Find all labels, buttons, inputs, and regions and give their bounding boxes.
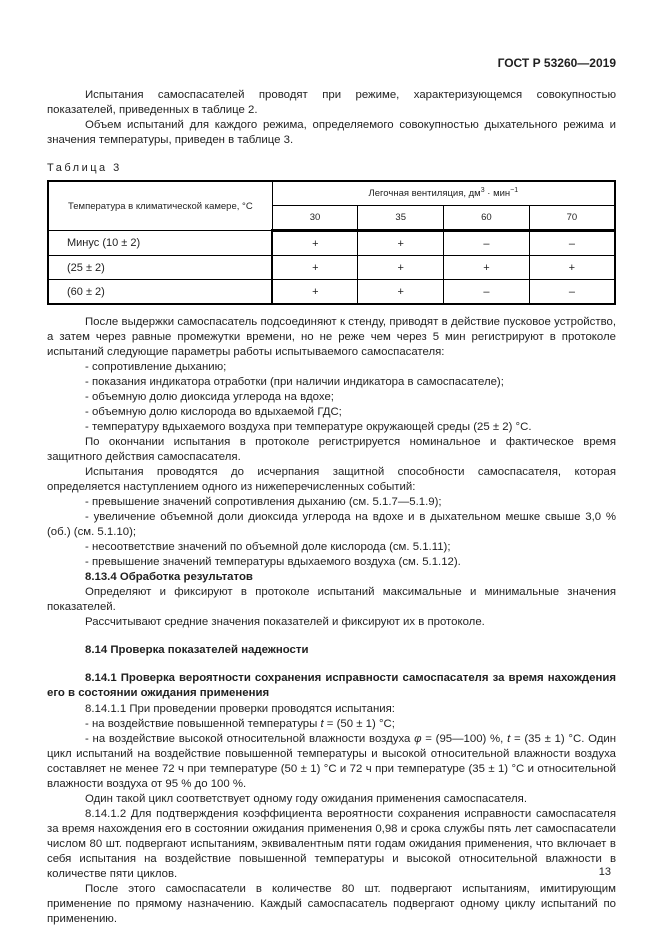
page-number: 13 (598, 866, 611, 878)
cell-value: + (272, 231, 358, 256)
paragraph-protocol: По окончании испытания в протоколе регистрируется номинальное и фактическое время защитного действия самоспасателя. (47, 436, 616, 463)
intro-paragraph-1: Испытания самоспасателей проводят при режиме, характеризующемся совокупностью показателей, приведенных в таблице 2. (47, 89, 616, 116)
column-header-35: 35 (358, 206, 444, 231)
paragraph-8-14-1-1: 8.14.1.1 При проведении проверки проводятся испытания: (85, 703, 395, 715)
cell-value: – (529, 231, 615, 256)
bullet-item: - превышение значений температуры вдыхаемого воздуха (см. 5.1.12). (85, 556, 461, 568)
row-label: Минус (10 ± 2) (48, 231, 272, 256)
column-header-30: 30 (272, 206, 358, 231)
table-row (48, 231, 615, 256)
bullet-item: - увеличение объемной доли диоксида углерода на вдохе и в дыхательном мешке свыше 3,0 % (об.) (см. 5.1.10); (47, 511, 616, 538)
temperature-column-header: Температура в климатической камере, °С (48, 181, 272, 231)
column-header-60: 60 (444, 206, 530, 231)
paragraph-results-2: Рассчитывают средние значения показателей и фиксируют их в протоколе. (85, 616, 485, 628)
column-header-70: 70 (529, 206, 615, 231)
paragraph-events: Испытания проводятся до исчерпания защитной способности самоспасателя, которая определяется наступлением одного из нижеперечисленных событий: (47, 466, 616, 493)
page-header (47, 56, 616, 70)
cell-value: + (358, 280, 444, 305)
cell-value: + (358, 231, 444, 256)
heading-8-14-1: 8.14.1 Проверка вероятности сохранения исправности самоспасателя за время нахождения его в состоянии ожидания применения (47, 672, 616, 699)
cell-value: + (272, 256, 358, 280)
bullet-item: - сопротивление дыханию; (85, 361, 227, 373)
cell-value: + (529, 256, 615, 280)
bullet-item: - несоответствие значений по объемной доле кислорода (см. 5.1.11); (85, 541, 451, 553)
cell-value: + (444, 256, 530, 280)
test-modes-table (47, 180, 616, 305)
cell-value: + (272, 280, 358, 305)
ventilation-group-header: Легочная вентиляция, $дм^3 \cdot мин^{-1}$ (272, 181, 615, 206)
paragraph-stand: После выдержки самоспасатель подсоединяют к стенду, приводят в действие пусковое устройство, а затем через равные промежутки времени, но не реже чем через 5 мин регистрируют в протоколе испытаний следующие параметры работы испытываемого самоспасателя: (47, 316, 616, 358)
paragraph-8-14-1-2: 8.14.1.2 Для подтверждения коэффициента вероятности сохранения исправности самоспасателя за время нахождения его в состоянии ожидания применения 0,98 и срока службы пять лет самоспасатели числом 80 шт. подвергают испытаниям, эквивалентным пяти годам ожидания применения, что включает в себя испытания на воздействие повышенной температуры и высокой относительной влажности в количестве пяти циклов. (47, 808, 616, 880)
paragraph-results-1: Определяют и фиксируют в протоколе испытаний максимальные и минимальные значения показателей. (47, 586, 616, 613)
bullet-item: - показания индикатора отработки (при наличии индикатора в самоспасателе); (85, 376, 504, 388)
variable-phi: φ (414, 733, 422, 745)
bullet-item: - температуру вдыхаемого воздуха при температуре окружающей среды (25 ± 2) °С. (85, 421, 532, 433)
paragraph-cycle: Один такой цикл соответствует одному году ожидания применения самоспасателя. (85, 793, 527, 805)
table-header-row (48, 181, 615, 206)
bullet-humidity: - на воздействие высокой относительной влажности воздуха φ = (95—100) %, t = (35 ± 1) °С. Один цикл испытаний на воздействие повышенной температуры и высокой относительной влажности воздуха составляет не менее 72 ч при температуре (50 ± 1) °С и 72 ч при температуре (35 ± 1) °С и относительной влажности воздуха от 95 % до 100 %. (47, 733, 616, 790)
standard-number: ГОСТ Р 53260—2019 (497, 56, 616, 70)
paragraph-final: После этого самоспасатели в количестве 80 шт. подвергают испытаниям, имитирующим применение по прямому назначению. Каждый самоспасатель подвергают одному циклу испытаний по применению. (47, 883, 616, 925)
table-label: Таблица 3 (47, 162, 122, 174)
cell-value: – (444, 231, 530, 256)
table-row (48, 256, 615, 280)
variable-t: t (507, 733, 511, 745)
intro-paragraph-2: Объем испытаний для каждого режима, определяемого совокупностью дыхательного режима и значения температуры, приведен в таблице 3. (47, 119, 616, 146)
row-label: (60 ± 2) (48, 280, 272, 305)
cell-value: – (444, 280, 530, 305)
table-row (48, 280, 615, 305)
bullet-temperature: - на воздействие повышенной температуры t = (50 ± 1) °С; (85, 718, 395, 730)
heading-8-13-4: 8.13.4 Обработка результатов (85, 571, 253, 583)
bullet-item: - объемную долю кислорода во вдыхаемой ГДС; (85, 406, 342, 418)
heading-8-14: 8.14 Проверка показателей надежности (85, 644, 309, 656)
bullet-item: - объемную долю диоксида углерода на вдохе; (85, 391, 334, 403)
variable-t: t (320, 718, 324, 730)
row-label: (25 ± 2) (48, 256, 272, 280)
cell-value: – (529, 280, 615, 305)
cell-value: + (358, 256, 444, 280)
bullet-item: - превышение значений сопротивления дыханию (см. 5.1.7—5.1.9); (85, 496, 442, 508)
